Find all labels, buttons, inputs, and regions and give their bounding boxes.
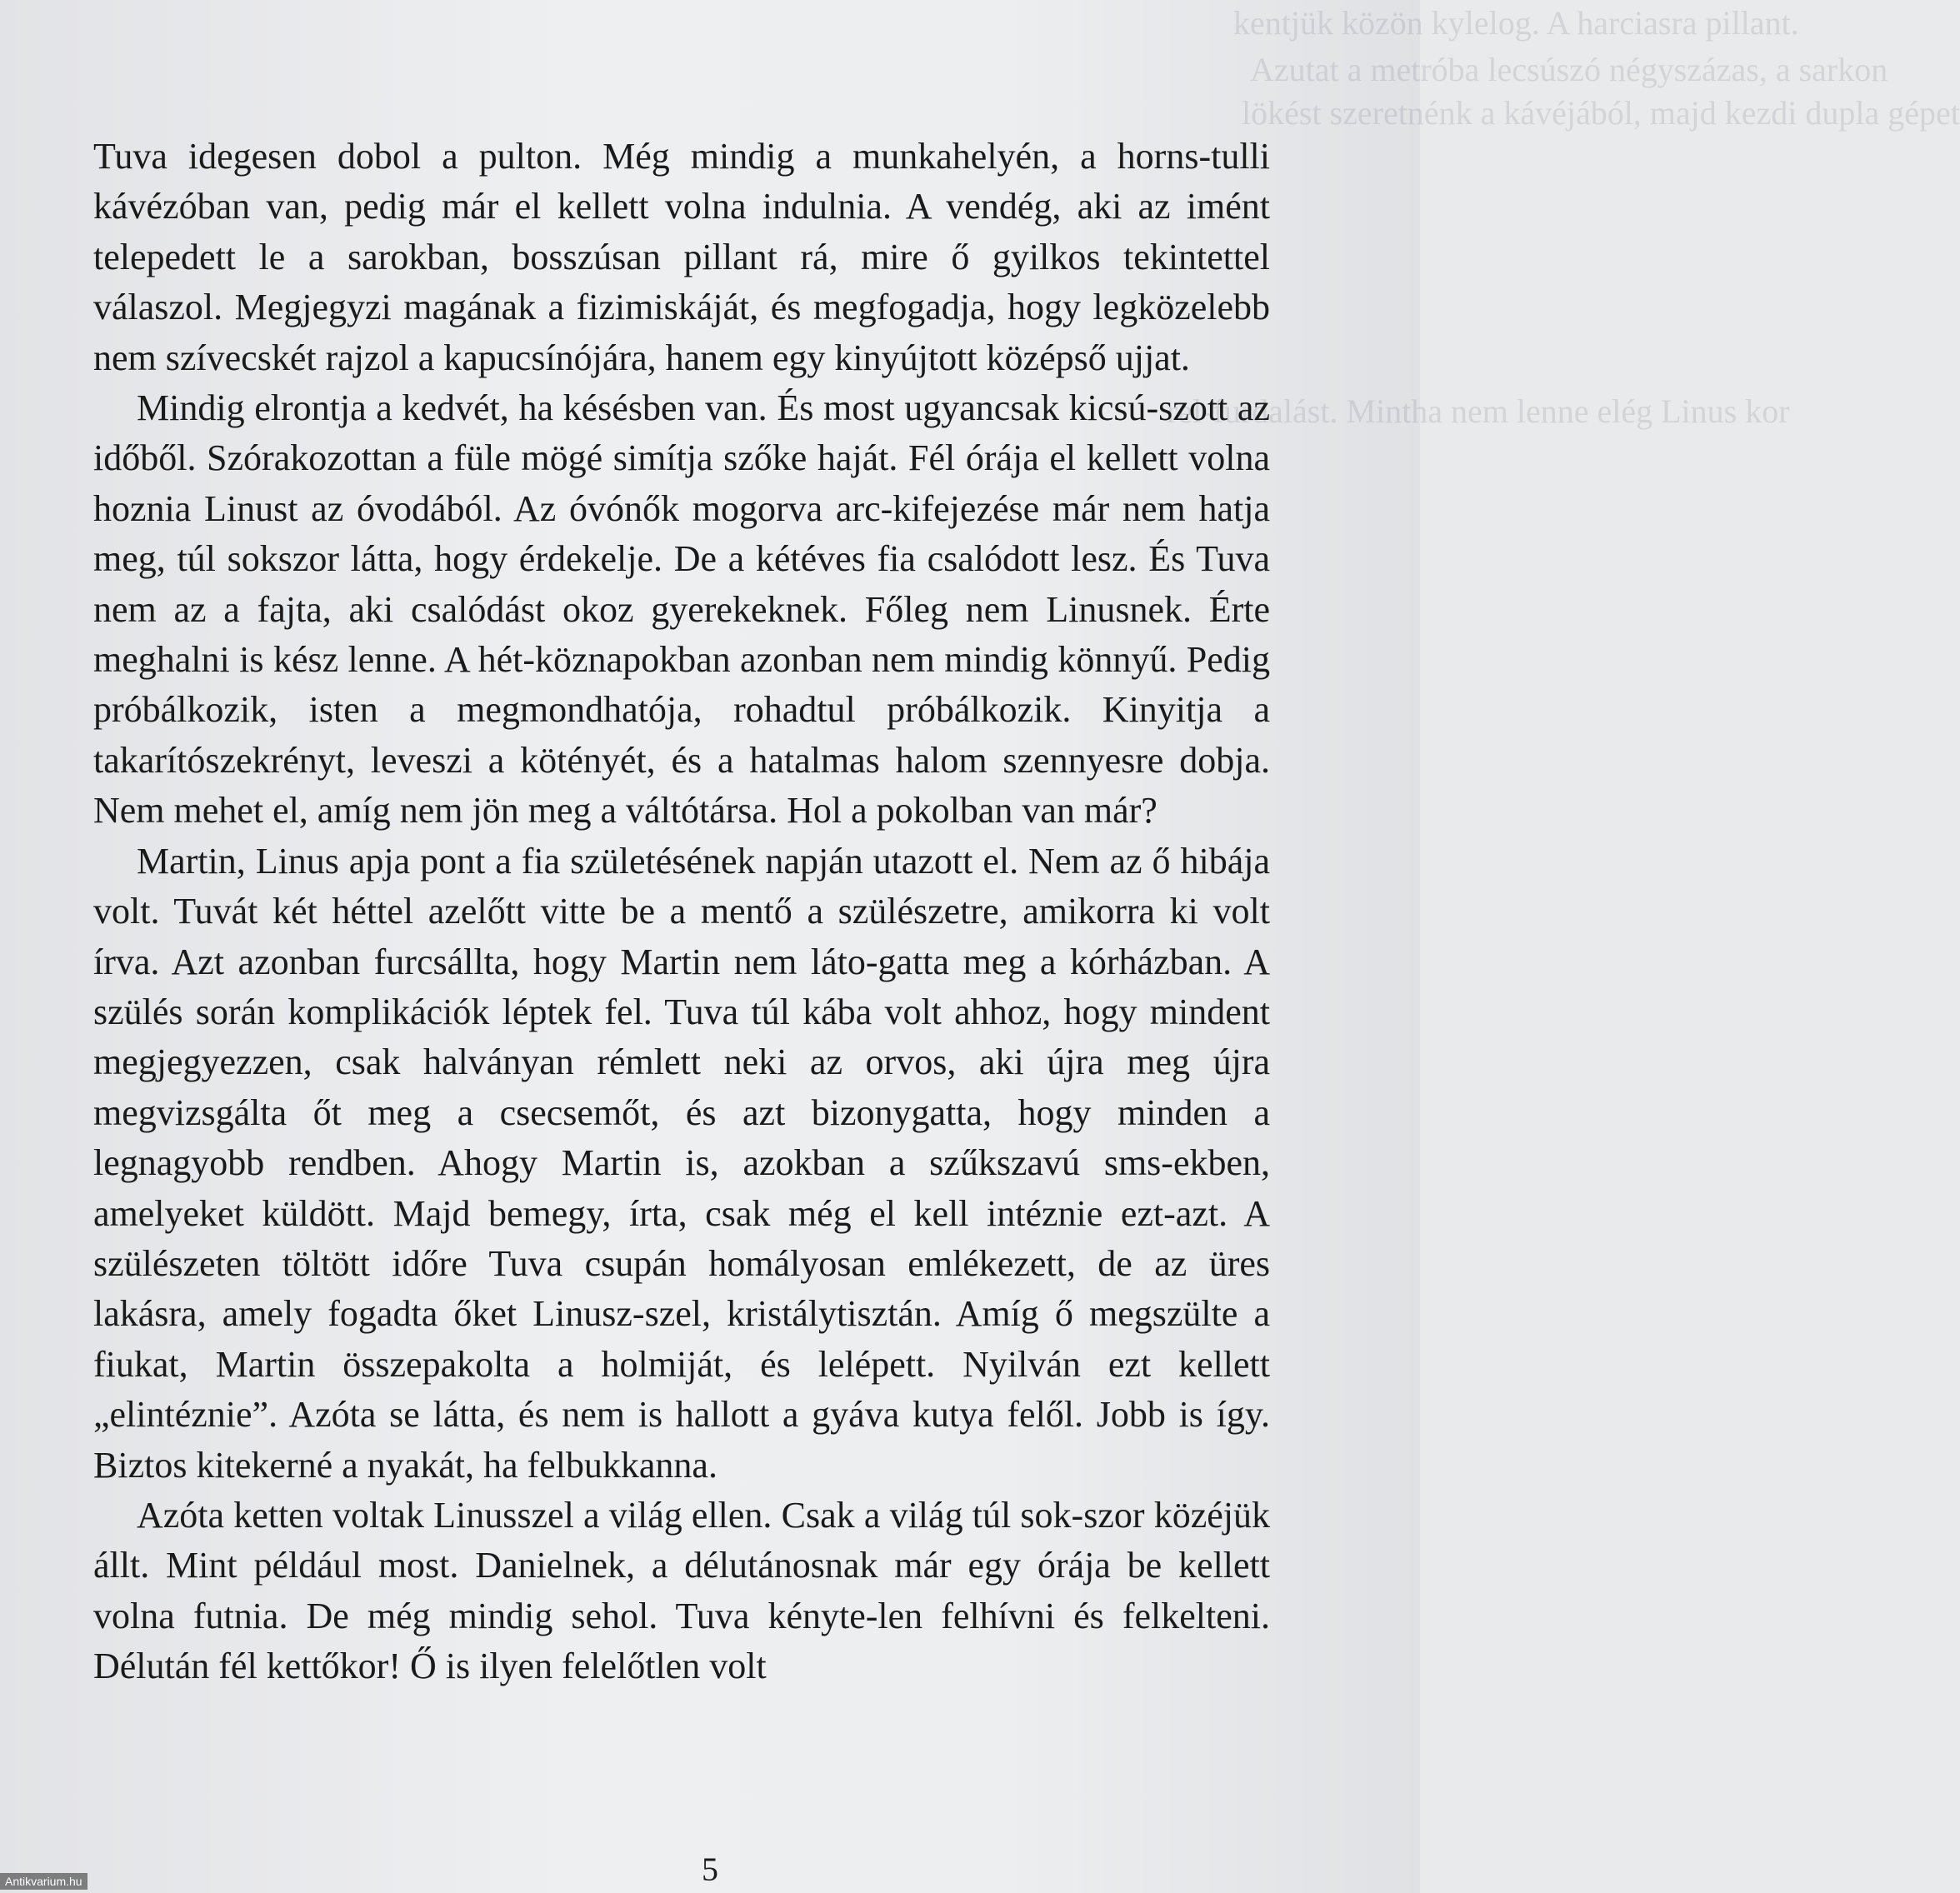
paragraph: Azóta ketten voltak Linusszel a világ ellen. Csak a világ túl sok-szor közéjük állt. Mint például most. Danielnek, a délutánosnak már egy órája be kellett volna futnia. De még mindig sehol. Tuva kényte-len felhívni és felkelteni. Délután fél kettőkor! Ő is ilyen felelőtlen volt [93,1494,1270,1687]
bleed-line: lökést szeretnénk a kávéjából, majd kezdi dupla gépet [1242,94,1960,132]
bleed-line: kentjük közön kylelog. A harciasra pillant. [1233,4,1799,42]
page-number: 5 [702,1851,718,1888]
paragraph: Mindig elrontja a kedvét, ha késésben van. És most ugyancsak kicsú-szott az időből. Szórakozottan a füle mögé simítja szőke haját. Fél órája el kellett volna hoznia Linust az óvodából. Az óvónők mogorva arc-kifejezése már nem hatja meg, túl sokszor látta, hogy érdekelje. De a kétéves fia csalódott lesz. És Tuva nem az a fajta, aki csalódást okoz gyerekeknek. Főleg nem Linusnek. Érte meghalni is kész lenne. A hét-köznapokban azonban nem mindig könnyű. Pedig próbálkozik, isten a megmondhatója, rohadtul próbálkozik. Kinyitja a takarítószekrényt, leveszi a kötényét, és a hatalmas halom szennyesre dobja. Nem mehet el, amíg nem jön meg a váltótársa. Hol a pokolban van már? [93,387,1270,832]
paragraph: Martin, Linus apja pont a fia születésének napján utazott el. Nem az ő hibája volt. Tuvát két héttel azelőtt vitte be a mentő a szülészetre, amikorra ki volt írva. Azt azonban furcsállta, hogy Martin nem láto-gatta meg a kórházban. A szülés során komplikációk léptek fel. Tuva túl kába volt ahhoz, hogy mindent megjegyezzen, csak halványan rémlett neki az orvos, aki újra meg újra megvizsgálta őt meg a csecsemőt, és azt bizonygatta, hogy minden a legnagyobb rendben. Ahogy Martin is, azokban a szűkszavú sms-ekben, amelyeket küldött. Majd bemegy, írta, csak még el kell intéznie ezt-azt. A szülészeten töltött időre Tuva csupán homályosan emlékezett, de az üres lakásra, amely fogadta őket Linusz-szel, kristálytisztán. Amíg ő megszülte a fiukat, Martin összepakolta a holmiját, és lelépett. Nyilván ezt kellett „elintéznie”. Azóta se látta, és nem is hallott a gyáva kutya felől. Jobb is így. Biztos kitekerné a nyakát, ha felbukkanna. [93,840,1270,1486]
watermark-logo: Antikvarium.hu [0,1873,88,1890]
bleed-line: rel-furdalást. Mintha nem lenne elég Linus kor [1167,392,1790,430]
paragraph: Tuva idegesen dobol a pulton. Még mindig a munkahelyén, a horns-tulli kávézóban van, pedig már el kellett volna indulnia. A vendég, aki az imént telepedett le a sarokban, bosszúsan pillant rá, mire ő gyilkos tekintettel válaszol. Megjegyzi magának a fizimiskáját, és megfogadja, hogy legközelebb nem szívecskét rajzol a kapucsínójára, hanem egy kinyújtott középső ujjat. [93,136,1270,378]
body-text [93,132,1270,1692]
bleed-line: Azutat a metróba lecsúszó négyszázas, a sarkon [1250,51,1888,88]
